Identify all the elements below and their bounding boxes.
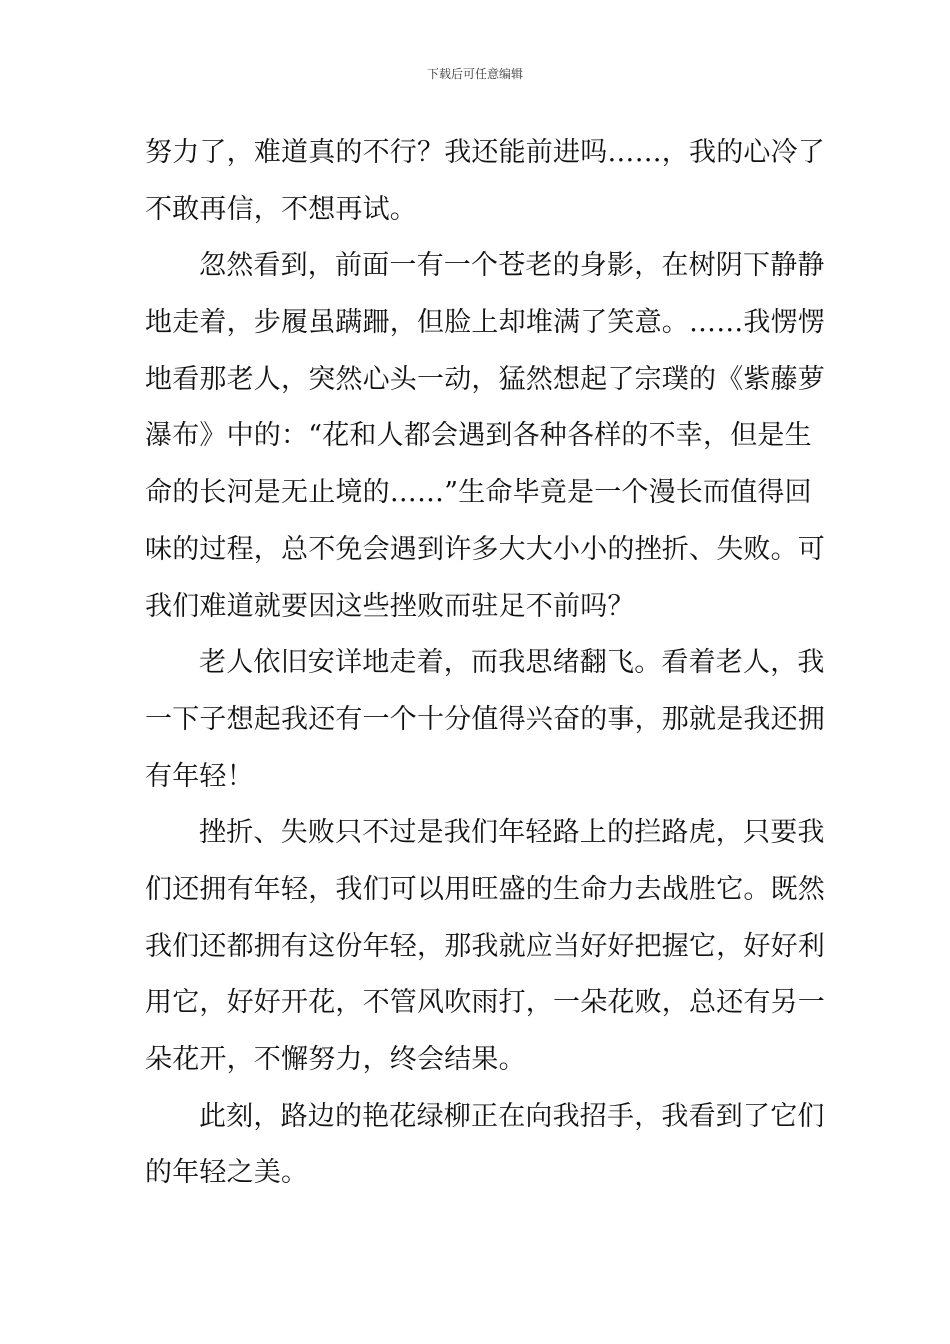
text-line: 有年轻！ bbox=[145, 760, 254, 792]
body-text bbox=[145, 125, 825, 1202]
text-line: 地走着，步履虽蹒跚，但脸上却堆满了笑意。……我愣愣 bbox=[145, 307, 825, 339]
text-line: 用它，好好开花，不管风吹雨打，一朵花败，总还有另一 bbox=[145, 987, 825, 1019]
page-header: 下载后可任意编辑 bbox=[426, 67, 523, 81]
text-line: 我们还都拥有这份年轻，那我就应当好好把握它，好好利 bbox=[145, 930, 825, 962]
text-line: 的年轻之美。 bbox=[145, 1157, 309, 1189]
text-line: 味的过程，总不免会遇到许多大大小小的挫折、失败。可 bbox=[145, 533, 825, 565]
text-line: 忽然看到，前面一有一个苍老的身影，在树阴下静静 bbox=[199, 250, 825, 282]
text-line: 命的长河是无止境的……”生命毕竟是一个漫长而值得回 bbox=[145, 477, 812, 509]
text-line: 们还拥有年轻，我们可以用旺盛的生命力去战胜它。既然 bbox=[145, 873, 825, 905]
text-line: 朵花开，不懈努力，终会结果。 bbox=[145, 1044, 526, 1075]
text-line: 一下子想起我还有一个十分值得兴奋的事，那就是我还拥 bbox=[145, 703, 825, 735]
text-line: 此刻，路边的艳花绿柳正在向我招手，我看到了它们 bbox=[199, 1100, 825, 1132]
text-line: 瀑布》中的：“花和人都会遇到各种各样的不幸，但是生 bbox=[145, 420, 812, 452]
text-line: 挫折、失败只不过是我们年轻路上的拦路虎，只要我 bbox=[199, 817, 825, 849]
text-line: 我们难道就要因这些挫败而驻足不前吗？ bbox=[145, 590, 635, 622]
text-line: 地看那老人，突然心头一动，猛然想起了宗璞的《紫藤萝 bbox=[145, 363, 825, 395]
text-line: 不敢再信，不想再试。 bbox=[145, 193, 417, 225]
text-line: 努力了，难道真的不行？我还能前进吗……，我的心冷了 bbox=[145, 137, 825, 168]
text-line: 老人依旧安详地走着，而我思绪翻飞。看着老人，我 bbox=[199, 647, 825, 679]
